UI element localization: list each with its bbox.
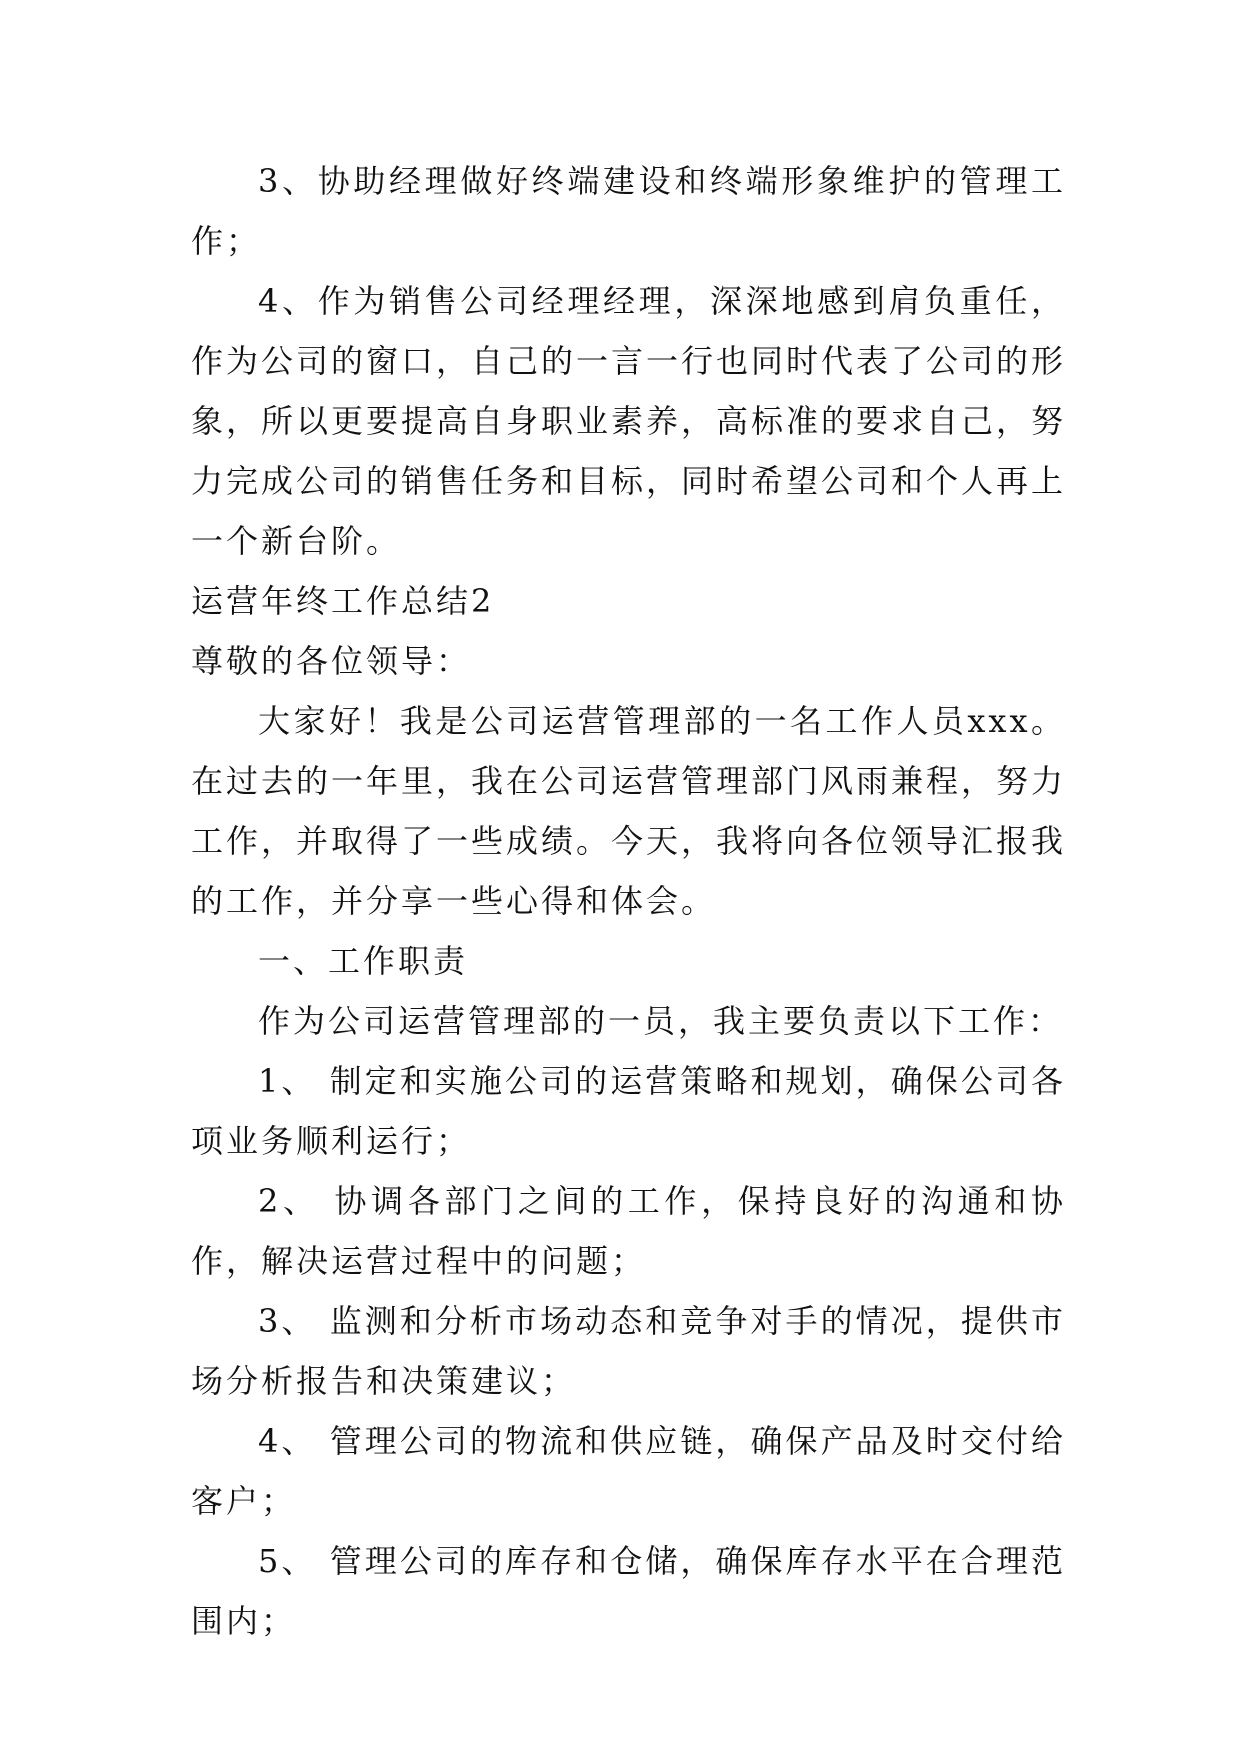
salutation: 尊敬的各位领导： [191,642,472,680]
section-title: 运营年终工作总结2 [191,582,495,620]
paragraph-item-3: 3、协助经理做好终端建设和终端形象维护的管理工作； [191,162,1066,260]
section-heading-duties: 一、工作职责 [258,942,469,980]
paragraph-item-4: 4、作为销售公司经理经理，深深地感到肩负重任，作为公司的窗口，自己的一言一行也同时代表了公司的形象，所以更要提高自身职业素养，高标准的要求自己，努力完成公司的销售任务和目标，同时希望公司和个人再上一个新台阶。 [191,282,1067,560]
duty-item-5: 5、 管理公司的库存和仓储，确保库存水平在合理范围内； [191,1542,1066,1640]
document-body [191,151,1066,1651]
duty-item-3: 3、 监测和分析市场动态和竞争对手的情况，提供市场分析报告和决策建议； [191,1302,1066,1400]
duty-item-1: 1、 制定和实施公司的运营策略和规划，确保公司各项业务顺利运行； [191,1062,1066,1160]
duty-item-2: 2、 协调各部门之间的工作，保持良好的沟通和协作，解决运营过程中的问题； [191,1182,1066,1280]
duties-intro: 作为公司运营管理部的一员，我主要负责以下工作： [258,1002,1064,1040]
intro-paragraph: 大家好！我是公司运营管理部的一名工作人员xxx。在过去的一年里，我在公司运营管理部门风雨兼程，努力工作，并取得了一些成绩。今天，我将向各位领导汇报我的工作，并分享一些心得和体会。 [191,702,1067,920]
duty-item-4: 4、 管理公司的物流和供应链，确保产品及时交付给客户； [191,1422,1066,1520]
